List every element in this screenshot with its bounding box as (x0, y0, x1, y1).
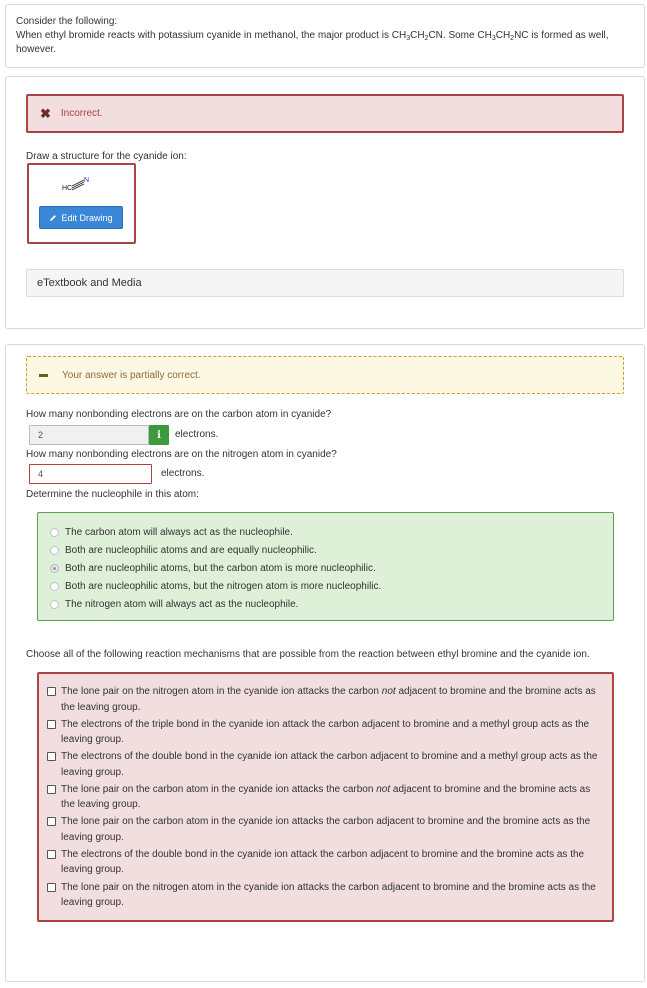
edit-drawing-button[interactable] (39, 206, 123, 229)
cyanide-structure-drawing (59, 174, 109, 194)
draw-question-label: Draw a structure for the cyanide ion: (26, 151, 187, 162)
partial-correct-alert (26, 356, 624, 394)
nitrogen-electrons-question: How many nonbonding electrons are on the nitrogen atom in cyanide? (26, 449, 337, 460)
nucleophile-options (37, 512, 614, 621)
carbon-electrons-input[interactable]: 2 (29, 425, 149, 445)
mechanism-question: Choose all of the following reaction mechanisms that are possible from the reaction between ethyl bromine and the cyanide ion. (26, 649, 590, 660)
close-icon: ✖ (40, 105, 51, 121)
multi-part-question-panel (5, 344, 645, 982)
radio-button[interactable] (50, 528, 59, 537)
nitrogen-electrons-input[interactable]: 4 (29, 464, 152, 484)
nucleophile-option[interactable]: Both are nucleophilic atoms and are equally nucleophilic. (50, 541, 613, 559)
checkbox[interactable] (47, 687, 56, 696)
radio-button[interactable] (50, 582, 59, 591)
radio-button[interactable] (50, 546, 59, 555)
mechanism-option[interactable]: The electrons of the triple bond in the cyanide ion attack the carbon adjacent to bromine and a methyl group acts as the leaving group. (47, 717, 604, 748)
info-icon[interactable]: i (149, 425, 169, 445)
problem-statement (16, 15, 636, 57)
mol-n-label: N (84, 177, 90, 184)
mechanism-option[interactable]: The electrons of the double bond in the cyanide ion attack the carbon adjacent to bromine and a methyl group acts as the leaving group. (47, 749, 604, 780)
mechanism-option[interactable]: The lone pair on the carbon atom in the cyanide ion attacks the carbon adjacent to bromine and the bromine acts as the leaving group. (47, 814, 604, 845)
edit-drawing-label: Edit Drawing (61, 212, 113, 223)
drawing-answer-box[interactable] (27, 163, 136, 244)
mechanism-options (37, 672, 614, 922)
nitrogen-electrons-unit: electrons. (161, 468, 205, 479)
pencil-icon (49, 214, 57, 222)
carbon-electrons-question: How many nonbonding electrons are on the carbon atom in cyanide? (26, 409, 332, 420)
nucleophile-option[interactable]: The nitrogen atom will always act as the nucleophile. (50, 595, 613, 613)
minus-icon (39, 374, 48, 377)
mechanism-option[interactable]: The lone pair on the nitrogen atom in the cyanide ion attacks the carbon adjacent to bromine and the bromine acts as the leaving group. (47, 880, 604, 911)
intro-text: When ethyl bromide reacts with potassium cyanide in methanol, the major product is $CH_3CH_2CN$. Some $CH_3CH_2NC$ is formed as well, (16, 30, 609, 42)
radio-button-selected[interactable] (50, 564, 59, 573)
checkbox[interactable] (47, 850, 56, 859)
checkbox[interactable] (47, 752, 56, 761)
radio-button[interactable] (50, 600, 59, 609)
partial-status-text: Your answer is partially correct. (62, 369, 201, 381)
mechanism-option[interactable]: The lone pair on the carbon atom in the cyanide ion attacks the carbon not adjacent to bromine and the bromine acts as the leaving group. (47, 782, 604, 813)
checkbox[interactable] (47, 817, 56, 826)
nucleophile-option[interactable]: Both are nucleophilic atoms, but the nitrogen atom is more nucleophilic. (50, 577, 613, 595)
incorrect-alert (26, 94, 624, 133)
drawing-question-panel (5, 76, 645, 329)
checkbox[interactable] (47, 785, 56, 794)
nucleophile-question: Determine the nucleophile in this atom: (26, 489, 199, 500)
mol-hc-label: HC (62, 185, 73, 192)
triple-bond-icon (72, 180, 84, 190)
problem-statement-panel (5, 4, 645, 68)
nucleophile-option[interactable]: The carbon atom will always act as the nucleophile. (50, 523, 613, 541)
carbon-electrons-unit: electrons. (175, 429, 219, 440)
checkbox[interactable] (47, 883, 56, 892)
mechanism-option[interactable]: The electrons of the double bond in the cyanide ion attack the carbon adjacent to bromine and the bromine acts as the leaving group. (47, 847, 604, 878)
nucleophile-option[interactable]: Both are nucleophilic atoms, but the carbon atom is more nucleophilic. (50, 559, 613, 577)
intro-heading: Consider the following: (16, 16, 118, 27)
incorrect-status-text: Incorrect. (60, 108, 103, 119)
intro-text-continued: however. (16, 44, 57, 55)
mechanism-option[interactable]: The lone pair on the nitrogen atom in the cyanide ion attacks the carbon not adjacent to bromine and the bromine acts as the leaving group. (47, 684, 604, 715)
etextbook-media-link[interactable]: eTextbook and Media (26, 269, 624, 297)
checkbox[interactable] (47, 720, 56, 729)
